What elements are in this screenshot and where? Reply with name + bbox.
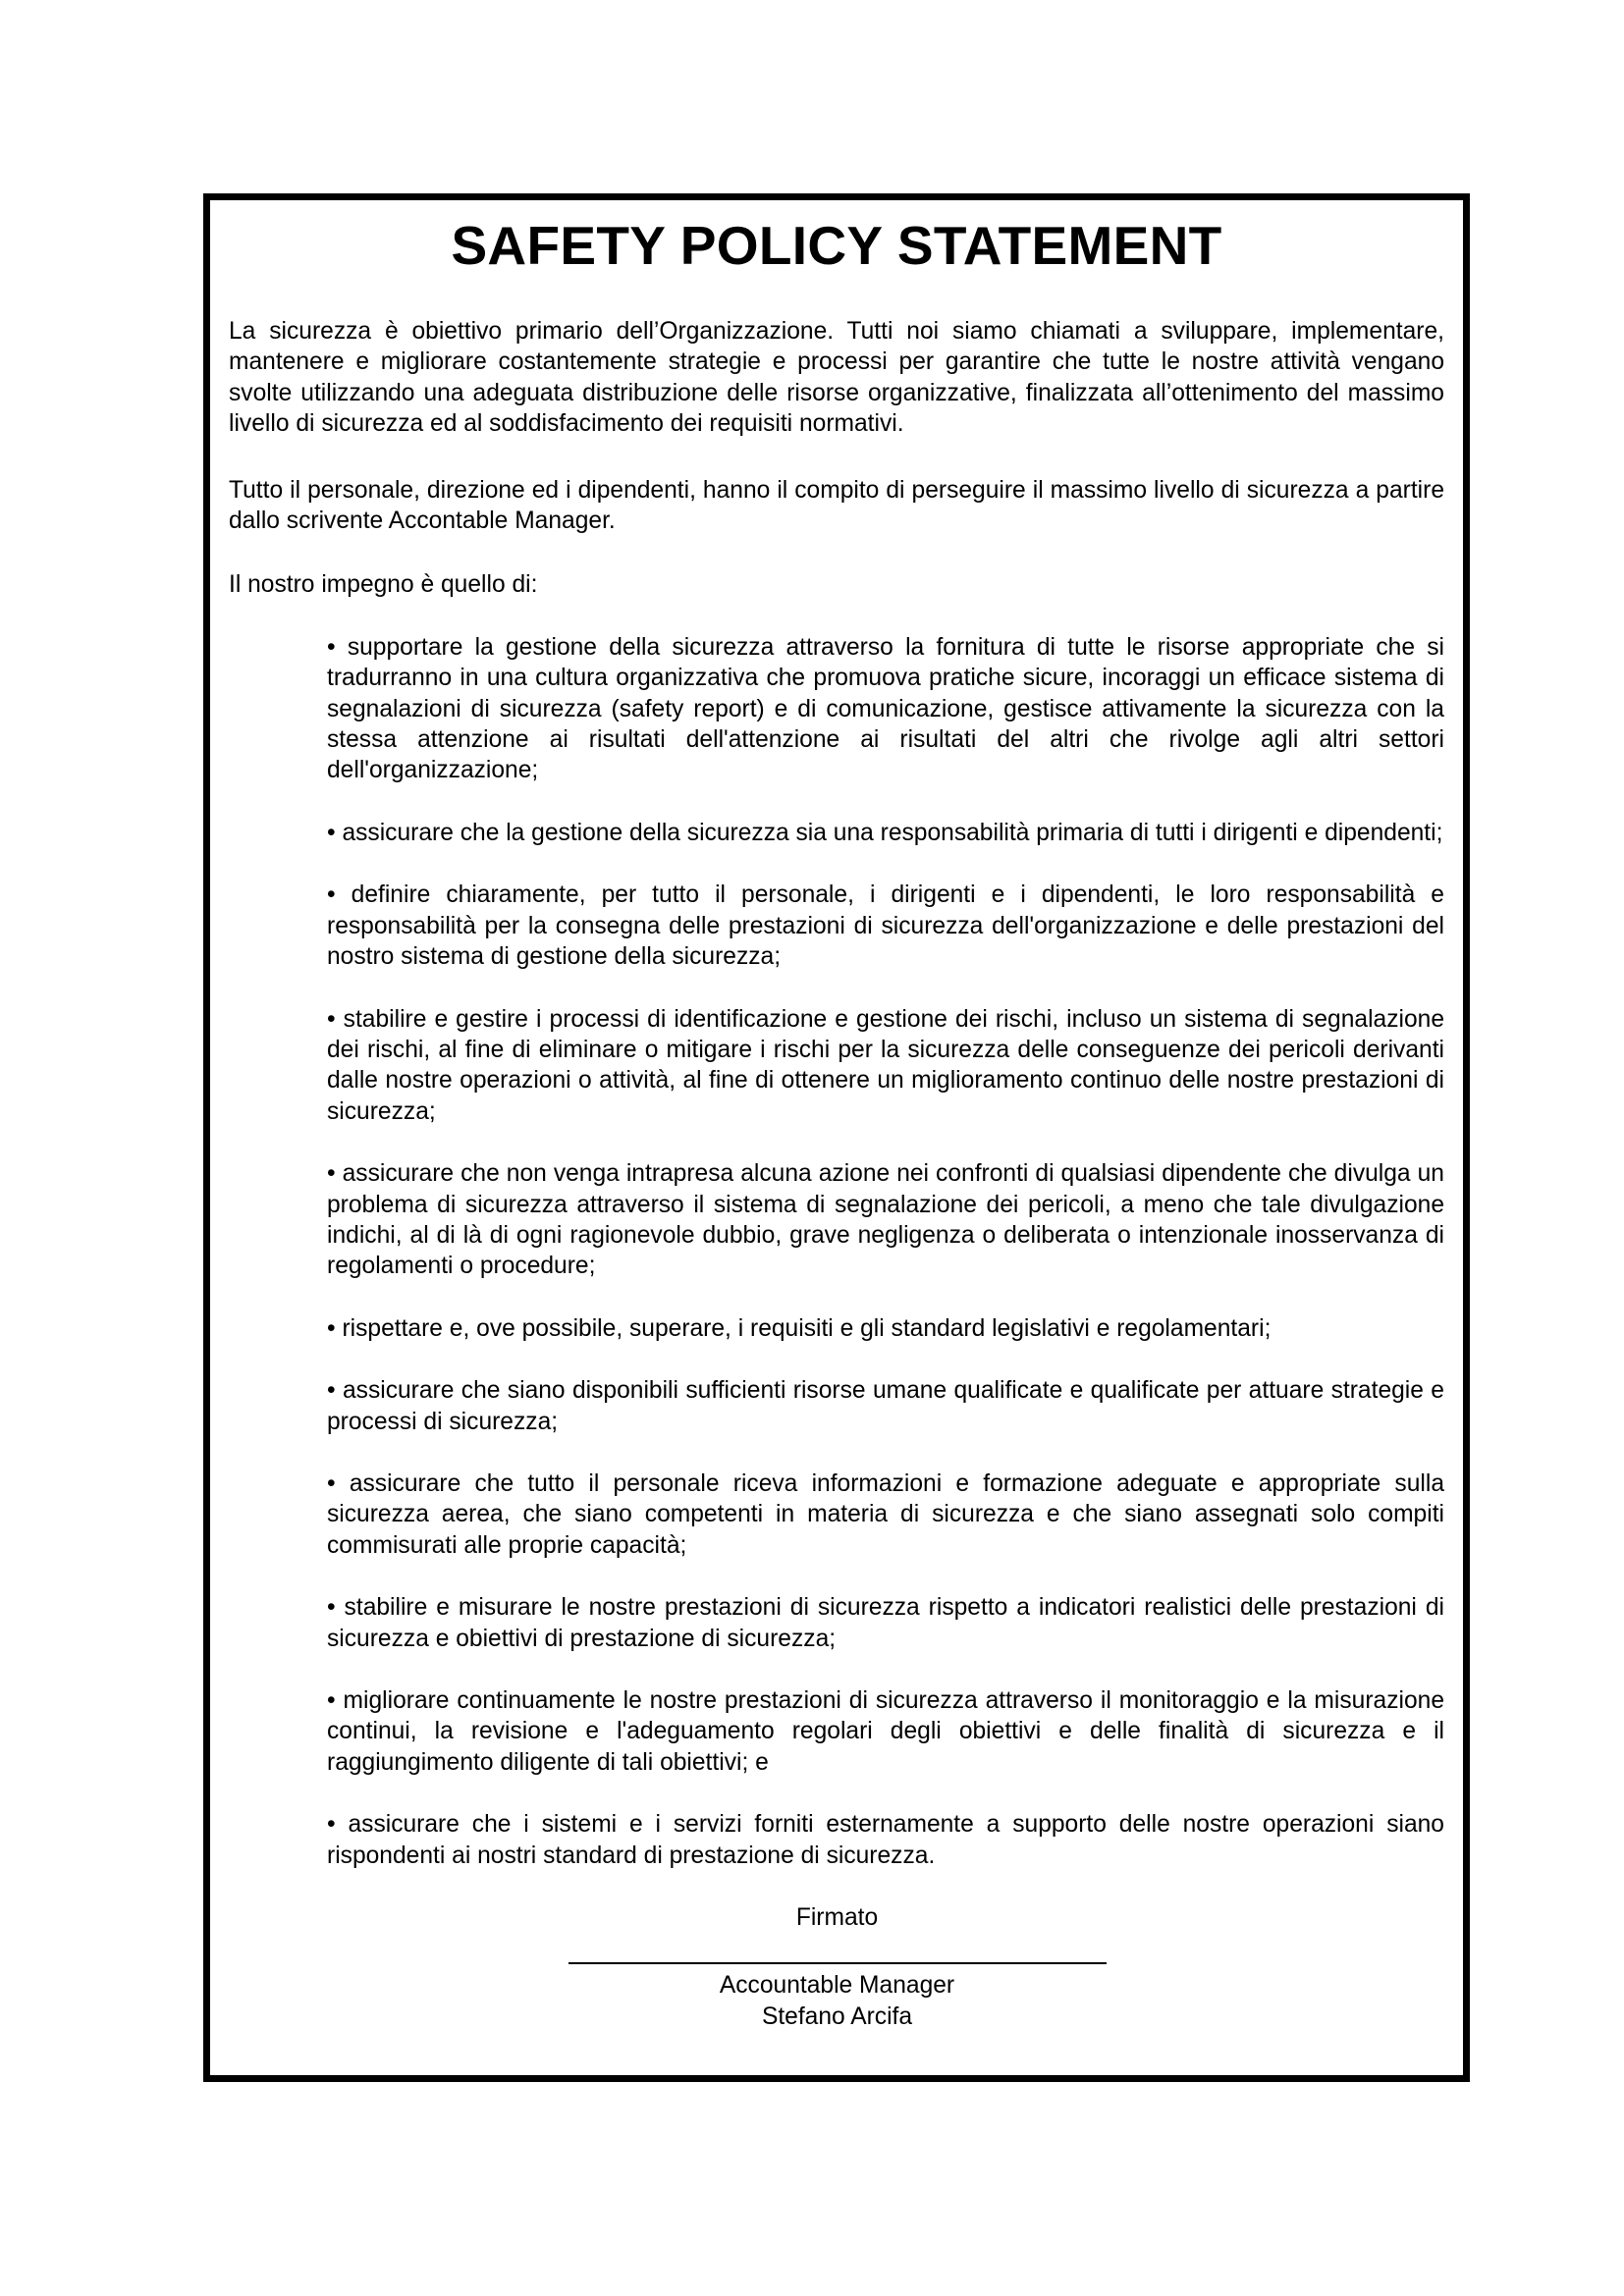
policy-frame <box>203 193 1470 2082</box>
signature-label: Firmato <box>795 1904 879 1932</box>
list-item: • assicurare che non venga intrapresa alcuna azione nei confronti di qualsiasi dipendente che divulga un problema di sicurezza attraverso il sistema di segnalazione dei pericoli, a meno che tale divulgazione indichi, al di là di ogni ragionevole dubbio, grave negligenza o deliberata o intenzionale inosservanza di regolamenti o procedure; <box>327 1160 1444 1280</box>
list-item: • assicurare che i sistemi e i servizi forniti esternamente a supporto delle nostre operazioni siano rispondenti ai nostri standard di prestazione di sicurezza. <box>327 1811 1444 1869</box>
list-item: • definire chiaramente, per tutto il personale, i dirigenti e i dipendenti, le loro responsabilità e responsabilità per la consegna delle prestazioni di sicurezza dell'organizzazione e delle prestazioni del nostro sistema di gestione della sicurezza; <box>327 881 1444 971</box>
list-item: • assicurare che la gestione della sicurezza sia una responsabilità primaria di tutti i dirigenti e dipendenti; <box>327 819 1443 846</box>
signer-role: Accountable Manager <box>719 1972 955 2000</box>
list-item: • stabilire e gestire i processi di identificazione e gestione dei rischi, incluso un sistema di segnalazione dei rischi, al fine di eliminare o mitigare i rischi per la sicurezza delle conseguenze dei pericoli derivanti dalle nostre operazioni o attività, al fine di ottenere un miglioramento continuo delle nostre prestazioni di sicurezza; <box>327 1005 1444 1125</box>
commitment-heading: Il nostro impegno è quello di: <box>229 571 538 599</box>
page-title: SAFETY POLICY STATEMENT <box>451 215 1222 276</box>
signature-block <box>229 1902 1444 2032</box>
commitment-list <box>229 632 1444 1871</box>
list-item: • migliorare continuamente le nostre prestazioni di sicurezza attraverso il monitoraggio e la misurazione continui, la revisione e l'adeguamento regolari degli obiettivi e delle finalità di sicurezza e il raggiungimento diligente di tali obiettivi; e <box>327 1687 1444 1776</box>
intro-paragraph: La sicurezza è obiettivo primario dell’Organizzazione. Tutti noi siamo chiamati a sviluppare, implementare, mantenere e migliorare costantemente strategie e processi per garantire che tutte le nostre attività vengano svolte utilizzando una adeguata distribuzione delle risorse organizzative, finalizzata all’ottenimento del massimo livello di sicurezza ed al soddisfacimento dei requisiti normativi. <box>229 318 1444 438</box>
list-item: • stabilire e misurare le nostre prestazioni di sicurezza rispetto a indicatori realistici delle prestazioni di sicurezza e obiettivi di prestazione di sicurezza; <box>327 1594 1444 1652</box>
list-item: • supportare la gestione della sicurezza attraverso la fornitura di tutte le risorse appropriate che si tradurranno in una cultura organizzativa che promuova pratiche sicure, incoraggi un efficace sistema di segnalazioni di sicurezza (safety report) e di comunicazione, gestisce attivamente la sicurezza con la stessa attenzione ai risultati dell'attenzione ai risultati del altri che rivolge agli altri settori dell'organizzazione; <box>327 633 1444 784</box>
list-item: • rispettare e, ove possibile, superare, i requisiti e gli standard legislativi e regolamentari; <box>327 1314 1272 1342</box>
signature-line <box>568 1962 1107 1964</box>
list-item: • assicurare che siano disponibili sufficienti risorse umane qualificate e qualificate per attuare strategie e processi di sicurezza; <box>327 1377 1444 1435</box>
personnel-paragraph: Tutto il personale, direzione ed i dipendenti, hanno il compito di perseguire il massimo livello di sicurezza a partire dallo scrivente Accontable Manager. <box>229 476 1444 535</box>
list-item: • assicurare che tutto il personale riceva informazioni e formazione adeguate e appropriate sulla sicurezza aerea, che siano competenti in materia di sicurezza e che siano assegnati solo compiti commisurati alle proprie capacità; <box>327 1469 1444 1559</box>
signer-name: Stefano Arcifa <box>761 2002 913 2030</box>
